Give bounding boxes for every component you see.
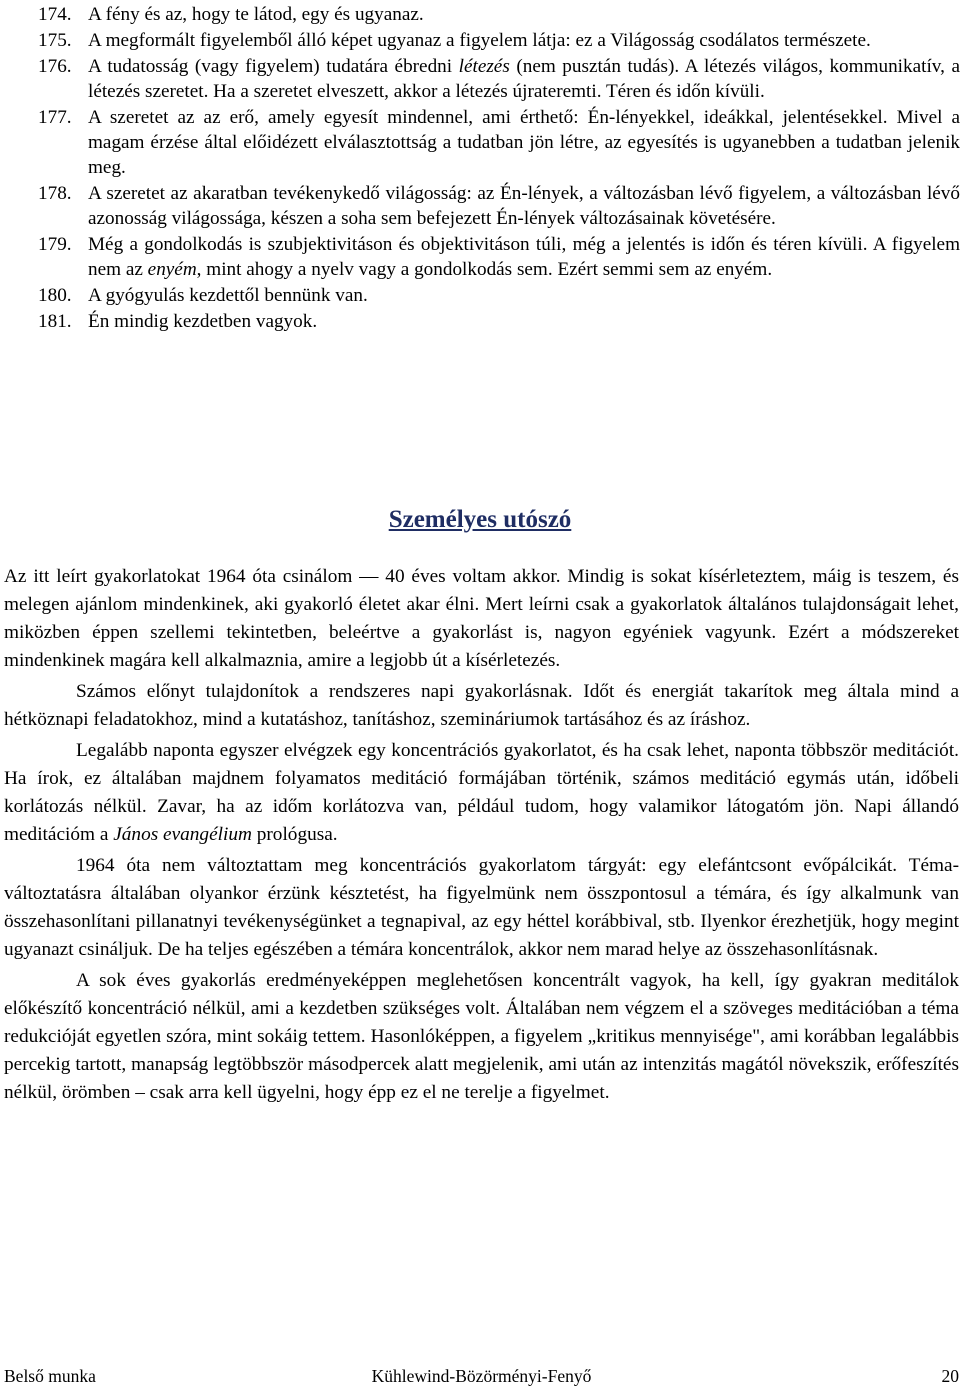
item-text: A megformált figyelemből álló képet ugyanaz a figyelem látja: ez a Világosság csodálatos természete.	[88, 30, 871, 51]
list-item	[38, 105, 960, 180]
paragraph: 1964 óta nem változtattam meg koncentrációs gyakorlatom tárgyát: egy elefántcsont evőpálcikát. Téma-változtatásra általában olyankor érzünk késztetést, ha figyelmünk nem összpontosul a témára, és így alkalmunk van összehasonlítani pillanatnyi tevékenységünket a tegnapival, az egy héttel korábbival, stb. Ilyenkor érezhetjük, hogy megint ugyanazt csináljuk. De ha teljes egészében a témára koncentrálok, akkor nem marad helye az összehasonlításnak.	[4, 855, 959, 960]
item-text	[88, 232, 960, 282]
text-run: prológusa.	[251, 824, 338, 845]
paragraph: Az itt leírt gyakorlatokat 1964 óta csinálom — 40 éves voltam akkor. Mindig is sokat kísérleteztem, máig is teszem, és melegen ajánlom mindenkinek, aki gyakorló életet akar élni. Mert leírni csak a gyakorlatok általános tulajdonságait lehet, miközben éppen szellemi tekintetben, beleértve a gyakorlást is, nagyon egyéniek vagyunk. Ezért a módszereket mindenkinek magára kell alkalmaznia, amire a legjobb út a kísérletezés.	[4, 566, 959, 671]
list-item	[38, 2, 960, 27]
emphasis: enyém	[147, 259, 197, 280]
item-text: A szeretet az akaratban tevékenykedő világosság: az Én-lények, a változásban lévő figyelem, a változásban lévő azonosság világossága, készen a soha sem befejezett Én-lények változásainak követésére.	[88, 183, 960, 229]
text-run: , mint ahogy a nyelv vagy a gondolkodás sem. Ezért semmi sem az enyém.	[196, 259, 773, 280]
item-number: 181.	[38, 311, 72, 332]
item-number: 177.	[38, 107, 72, 128]
section-title: Személyes utószó	[388, 506, 572, 533]
list-item	[38, 28, 960, 53]
item-text	[88, 54, 960, 104]
page-number: 20	[941, 1366, 959, 1386]
emphasis: János evangélium	[113, 824, 252, 845]
page-footer	[4, 1365, 959, 1387]
item-text: A gyógyulás kezdettől bennünk van.	[88, 285, 368, 306]
item-text: A szeretet az az erő, amely egyesít mindennel, ami érthető: Én-lényekkel, ideákkal, jelentésekkel. Mivel a magam érzése által előidézett elválasztottság a tudatban jön létre, az egyesítés is ugyanebben a tudatban jelenik meg.	[88, 107, 960, 178]
numbered-list	[38, 2, 960, 335]
text-run: A tudatosság (vagy figyelem) tudatára ébredni	[88, 56, 459, 77]
text-run: (nem pusztán tudás). A létezés világos, kommunikatív, a létezés szeretet. Ha a szeretet elveszett, akkor a létezés újrateremti. Téren és időn kívüli.	[88, 56, 960, 102]
item-number: 175.	[38, 30, 72, 51]
text-run: Még a gondolkodás is szubjektivitáson és objektivitáson túli, még a jelentés is időn és téren kívüli. A figyelem nem az	[88, 234, 960, 280]
section-body	[4, 563, 959, 1110]
emphasis: létezés	[458, 56, 510, 77]
list-item	[38, 309, 960, 334]
list-item	[38, 283, 960, 308]
item-number: 176.	[38, 56, 72, 77]
item-number: 174.	[38, 4, 72, 25]
item-number: 178.	[38, 183, 72, 204]
paragraph: Számos előnyt tulajdonítok a rendszeres napi gyakorlásnak. Időt és energiát takarítok meg általa mind a hétköznapi feladatokhoz, mind a kutatáshoz, tanításhoz, szemináriumok tartásához és az íráshoz.	[4, 681, 959, 730]
list-item	[38, 181, 960, 231]
text-run: Legalább naponta egyszer elvégzek egy koncentrációs gyakorlatot, és ha csak lehet, naponta többször meditációt. Ha írok, ez általában majdnem folyamatos meditáció formájában történik, számos meditáció egymás után, időbeli korlátozás nélkül. Zavar, ha az időm korlátozva van, például tudom, hogy valamikor látogatóm jön. Napi állandó meditációm a	[4, 740, 959, 845]
item-text: Én mindig kezdetben vagyok.	[88, 311, 318, 332]
item-number: 180.	[38, 285, 72, 306]
footer-title: Belső munka	[4, 1366, 96, 1386]
paragraph	[4, 737, 959, 849]
footer-authors: Kühlewind-Bözörményi-Fenyő	[371, 1366, 592, 1386]
list-item	[38, 232, 960, 282]
item-text: A fény és az, hogy te látod, egy és ugyanaz.	[88, 4, 424, 25]
paragraph: A sok éves gyakorlás eredményeképpen meglehetősen koncentrált vagyok, ha kell, így gyakran meditálok előkészítő koncentráció nélkül, ami a kezdetben szükséges volt. Általában nem végzem el a szöveges meditációban a téma redukcióját egyetlen szóra, mint sokáig tettem. Hasonlóképpen, a figyelem „kritikus mennyisége", ami korábban legalábbis percekig tartott, manapság legtöbbször másodpercek alatt megjelenik, ami után az intenzitás magától növekszik, erőfeszítés nélkül, örömben – csak arra kell ügyelni, hogy épp ez el ne terelje a figyelmet.	[4, 970, 959, 1103]
item-number: 179.	[38, 234, 72, 255]
list-item	[38, 54, 960, 104]
